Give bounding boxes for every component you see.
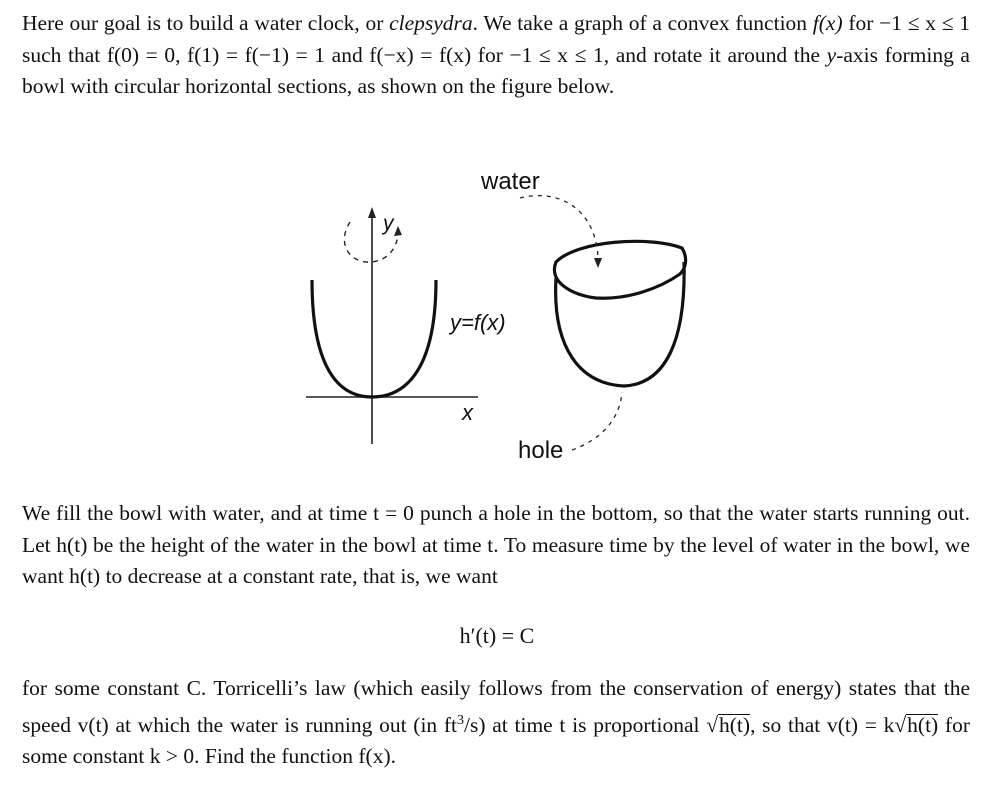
bowl-body bbox=[556, 262, 685, 386]
clepsydra-term: clepsydra bbox=[389, 11, 473, 35]
y-axis-label: y bbox=[383, 212, 394, 235]
y-axis-arrow bbox=[368, 207, 376, 218]
hole-label: hole bbox=[518, 437, 564, 464]
x-axis-label: x bbox=[462, 400, 473, 425]
bowl-rim bbox=[554, 241, 685, 298]
torricelli-paragraph: for some constant C. Torricelli’s law (which easily follows from the conservation of energy) states that the speed v(t) at which the water is running out (in $ft^3/s$) at time t is proportional √h(t), so that v(t) = k√h(t) for some constant k > 0. Find the function f(x). bbox=[22, 676, 970, 769]
intro-paragraph: Here our goal is to build a water clock, or clepsydra. We take a graph of a convex function f(x) for −1 ≤ x ≤ 1 such that f(0) = 0, f(1) = f(−1) = 1 and f(−x) = f(x) for −1 ≤ x ≤ 1, and rotate it around the y-axis forming a bowl with circular horizontal sections, as shown on the figure below. bbox=[22, 11, 971, 98]
setup-paragraph: We fill the bowl with water, and at time t = 0 punch a hole in the bottom, so that the water starts running out. Let h(t) be the height of the water in the bowl at time t. To measure time by the level of water in the bowl, we want h(t) to decrease at a constant rate, that is, we want bbox=[22, 501, 970, 588]
bowl-figure bbox=[0, 160, 994, 480]
equation-h-prime: h′(t) = C bbox=[459, 623, 535, 648]
water-label: water bbox=[481, 168, 540, 195]
curve-y-f-x bbox=[312, 280, 436, 397]
hole-arrow bbox=[572, 392, 622, 450]
curve-label: y=f(x) bbox=[450, 310, 506, 335]
